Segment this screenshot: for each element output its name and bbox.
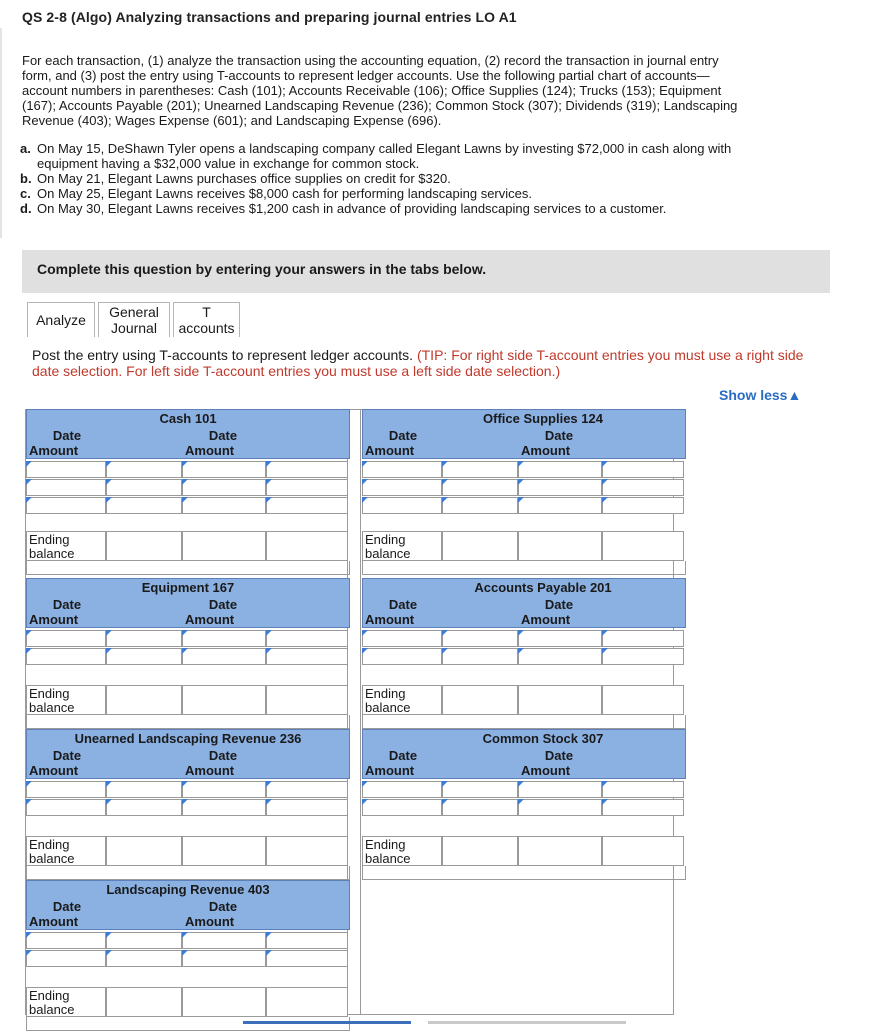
- left-amount-input[interactable]: [442, 479, 518, 496]
- right-date-label: Date: [208, 428, 238, 443]
- left-amount-input[interactable]: [106, 648, 182, 665]
- t-account-title: Landscaping Revenue 403: [106, 882, 270, 897]
- t-account-title: Cash 101: [159, 411, 217, 426]
- input-marker-icon: [26, 630, 32, 636]
- right-date-select[interactable]: [182, 630, 266, 647]
- left-amount-input[interactable]: [442, 630, 518, 647]
- input-marker-icon: [26, 950, 32, 956]
- t-account-header: [362, 729, 686, 779]
- left-ending-balance-input[interactable]: [106, 685, 182, 715]
- left-date-label: Date: [388, 428, 418, 443]
- right-date-label: Date: [208, 597, 238, 612]
- right-amount-input[interactable]: [266, 781, 348, 798]
- t-account-entry-row: [26, 781, 350, 798]
- t-account-footer: [362, 866, 686, 880]
- right-date-label: Date: [208, 899, 238, 914]
- right-date-select[interactable]: [182, 648, 266, 665]
- transaction-c: c. On May 25, Elegant Lawns receives $8,000 cash for performing landscaping services.: [20, 186, 532, 201]
- tab-general-journal[interactable]: General Journal: [98, 302, 170, 337]
- right-date-select[interactable]: [182, 497, 266, 514]
- t-account-accounts-payable: [362, 578, 686, 729]
- right-column-labels: [519, 597, 599, 627]
- show-less-link[interactable]: Show less▲: [719, 387, 802, 403]
- left-date-select[interactable]: [26, 932, 106, 949]
- t-account-header: [362, 578, 686, 628]
- left-date-label: Date: [52, 428, 82, 443]
- t-account-entry-row: [26, 461, 350, 478]
- input-marker-icon: [442, 461, 448, 467]
- left-date-select[interactable]: [362, 479, 442, 496]
- input-marker-icon: [26, 461, 32, 467]
- left-amount-input[interactable]: [106, 479, 182, 496]
- left-date-select[interactable]: [362, 799, 442, 816]
- left-date-label: Date: [52, 748, 82, 763]
- tab-instruction: Post the entry using T-accounts to represent ledger accounts. (TIP: For right side T-account entries you must use a right side date selection. For left side T-account entries you must use a left side date selection.): [32, 347, 804, 379]
- right-ending-spacer: [182, 836, 266, 866]
- triangle-up-icon: ▲: [787, 387, 802, 403]
- input-marker-icon: [26, 799, 32, 805]
- t-account-footer: [26, 561, 350, 575]
- right-date-label: Date: [544, 428, 574, 443]
- left-column-labels: [27, 748, 107, 778]
- t-account-entry-row: [26, 950, 350, 967]
- t-account-entry-row: [26, 799, 350, 816]
- right-date-select[interactable]: [182, 781, 266, 798]
- right-amount-input[interactable]: [266, 497, 348, 514]
- left-ending-balance-input[interactable]: [106, 987, 182, 1017]
- left-amount-input[interactable]: [106, 630, 182, 647]
- ending-balance-label: Ending balance: [362, 836, 442, 866]
- left-date-select[interactable]: [26, 950, 106, 967]
- ending-balance-row: [362, 531, 686, 561]
- right-date-select[interactable]: [518, 799, 602, 816]
- right-amount-label: Amount: [185, 914, 235, 929]
- input-marker-icon: [442, 630, 448, 636]
- left-date-label: Date: [52, 899, 82, 914]
- right-amount-input[interactable]: [602, 497, 684, 514]
- left-date-select[interactable]: [362, 497, 442, 514]
- input-marker-icon: [182, 932, 188, 938]
- right-date-label: Date: [544, 748, 574, 763]
- input-marker-icon: [442, 781, 448, 787]
- t-account-title: Unearned Landscaping Revenue 236: [74, 731, 302, 746]
- input-marker-icon: [26, 648, 32, 654]
- input-marker-icon: [182, 479, 188, 485]
- input-marker-icon: [106, 932, 112, 938]
- right-date-select[interactable]: [182, 479, 266, 496]
- right-date-select[interactable]: [518, 630, 602, 647]
- input-marker-icon: [266, 648, 272, 654]
- left-date-select[interactable]: [362, 630, 442, 647]
- right-column-labels: [183, 428, 263, 458]
- t-account-title: Accounts Payable 201: [474, 580, 612, 595]
- input-marker-icon: [266, 630, 272, 636]
- input-marker-icon: [518, 497, 524, 503]
- input-marker-icon: [266, 781, 272, 787]
- t-account-footer: [26, 1017, 350, 1031]
- left-amount-input[interactable]: [106, 950, 182, 967]
- input-marker-icon: [518, 630, 524, 636]
- left-column-labels: [363, 428, 443, 458]
- input-marker-icon: [106, 799, 112, 805]
- input-marker-icon: [602, 648, 608, 654]
- input-marker-icon: [602, 479, 608, 485]
- right-amount-label: Amount: [521, 612, 571, 627]
- right-ending-balance-input[interactable]: [602, 531, 684, 561]
- left-amount-input[interactable]: [442, 497, 518, 514]
- left-column-labels: [363, 597, 443, 627]
- tip-text: (TIP: For right side T-account entries you must use a right side date selection. For left side T-account entries you must use a left side date selection.): [32, 347, 804, 379]
- input-marker-icon: [518, 799, 524, 805]
- input-marker-icon: [266, 479, 272, 485]
- right-ending-spacer: [518, 531, 602, 561]
- ending-balance-label: Ending balance: [26, 836, 106, 866]
- right-date-select[interactable]: [182, 950, 266, 967]
- left-amount-input[interactable]: [442, 781, 518, 798]
- input-marker-icon: [182, 648, 188, 654]
- input-marker-icon: [106, 497, 112, 503]
- input-marker-icon: [106, 479, 112, 485]
- left-rule: [0, 28, 5, 238]
- right-date-select[interactable]: [518, 479, 602, 496]
- right-date-select[interactable]: [182, 461, 266, 478]
- right-ending-balance-input[interactable]: [266, 836, 348, 866]
- input-marker-icon: [182, 630, 188, 636]
- t-account-common-stock: [362, 729, 686, 880]
- right-date-select[interactable]: [182, 799, 266, 816]
- right-amount-input[interactable]: [602, 648, 684, 665]
- right-ending-spacer: [182, 531, 266, 561]
- right-amount-input[interactable]: [266, 648, 348, 665]
- left-amount-label: Amount: [365, 763, 415, 778]
- left-ending-balance-input[interactable]: [442, 531, 518, 561]
- tab-t-accounts[interactable]: T accounts: [173, 302, 240, 337]
- right-date-select[interactable]: [518, 461, 602, 478]
- input-marker-icon: [106, 781, 112, 787]
- input-marker-icon: [518, 781, 524, 787]
- instruction-banner: Complete this question by entering your answers in the tabs below.: [22, 250, 830, 293]
- input-marker-icon: [106, 461, 112, 467]
- left-ending-balance-input[interactable]: [106, 531, 182, 561]
- right-amount-label: Amount: [185, 763, 235, 778]
- left-amount-input[interactable]: [106, 781, 182, 798]
- ending-balance-row: [362, 836, 686, 866]
- ending-balance-row: [26, 836, 350, 866]
- ending-balance-row: [26, 987, 350, 1017]
- input-marker-icon: [362, 630, 368, 636]
- right-ending-balance-input[interactable]: [266, 531, 348, 561]
- right-date-select[interactable]: [518, 648, 602, 665]
- input-marker-icon: [362, 648, 368, 654]
- left-column-labels: [363, 748, 443, 778]
- input-marker-icon: [182, 950, 188, 956]
- right-ending-balance-input[interactable]: [266, 685, 348, 715]
- input-marker-icon: [602, 461, 608, 467]
- left-date-select[interactable]: [26, 781, 106, 798]
- right-ending-spacer: [518, 685, 602, 715]
- transaction-b: b. On May 21, Elegant Lawns purchases office supplies on credit for $320.: [20, 171, 451, 186]
- ending-balance-label: Ending balance: [26, 685, 106, 715]
- right-amount-input[interactable]: [266, 799, 348, 816]
- right-date-select[interactable]: [518, 497, 602, 514]
- input-marker-icon: [266, 799, 272, 805]
- t-account-entry-row: [362, 648, 686, 665]
- right-date-select[interactable]: [518, 781, 602, 798]
- t-account-header: [26, 578, 350, 628]
- input-marker-icon: [182, 461, 188, 467]
- right-amount-input[interactable]: [266, 630, 348, 647]
- tab-bar: [27, 302, 243, 337]
- t-account-entry-row: [362, 497, 686, 514]
- input-marker-icon: [266, 950, 272, 956]
- right-column-labels: [183, 748, 263, 778]
- input-marker-icon: [362, 497, 368, 503]
- ending-balance-label: Ending balance: [362, 685, 442, 715]
- input-marker-icon: [518, 479, 524, 485]
- left-amount-label: Amount: [365, 443, 415, 458]
- right-amount-input[interactable]: [602, 781, 684, 798]
- right-amount-label: Amount: [521, 443, 571, 458]
- right-amount-input[interactable]: [266, 950, 348, 967]
- left-date-select[interactable]: [26, 799, 106, 816]
- right-amount-input[interactable]: [266, 461, 348, 478]
- input-marker-icon: [362, 479, 368, 485]
- t-account-entry-row: [26, 479, 350, 496]
- right-column-labels: [183, 597, 263, 627]
- left-date-select[interactable]: [26, 461, 106, 478]
- right-ending-balance-input[interactable]: [602, 685, 684, 715]
- right-date-label: Date: [208, 748, 238, 763]
- left-amount-input[interactable]: [106, 497, 182, 514]
- t-account-header: [362, 409, 686, 459]
- left-column-labels: [27, 899, 107, 929]
- input-marker-icon: [182, 799, 188, 805]
- t-account-entry-row: [362, 479, 686, 496]
- left-date-select[interactable]: [362, 461, 442, 478]
- right-amount-label: Amount: [521, 763, 571, 778]
- left-date-select[interactable]: [362, 648, 442, 665]
- ending-balance-label: Ending balance: [26, 987, 106, 1017]
- left-amount-input[interactable]: [106, 461, 182, 478]
- ending-balance-label: Ending balance: [362, 531, 442, 561]
- input-marker-icon: [26, 479, 32, 485]
- t-account-office-supplies: [362, 409, 686, 575]
- left-date-select[interactable]: [26, 648, 106, 665]
- left-amount-label: Amount: [365, 612, 415, 627]
- left-ending-balance-input[interactable]: [106, 836, 182, 866]
- input-marker-icon: [362, 799, 368, 805]
- t-account-footer: [26, 866, 350, 880]
- left-amount-label: Amount: [29, 612, 79, 627]
- transaction-d: d. On May 30, Elegant Lawns receives $1,200 cash in advance of providing landscaping services to a customer.: [20, 201, 667, 216]
- left-amount-input[interactable]: [442, 648, 518, 665]
- right-date-select[interactable]: [182, 932, 266, 949]
- right-column-labels: [183, 899, 263, 929]
- left-amount-input[interactable]: [442, 799, 518, 816]
- transaction-a: a. On May 15, DeShawn Tyler opens a landscaping company called Elegant Lawns by investing $72,000 in cash along with equipment having a $32,000 value in exchange for common stock.: [20, 141, 732, 171]
- right-ending-spacer: [182, 987, 266, 1017]
- tab-analyze[interactable]: Analyze: [27, 302, 95, 337]
- input-marker-icon: [266, 461, 272, 467]
- t-account-title: Office Supplies 124: [483, 411, 603, 426]
- t-account-footer: [362, 715, 686, 729]
- input-marker-icon: [362, 781, 368, 787]
- left-amount-input[interactable]: [106, 799, 182, 816]
- right-amount-label: Amount: [185, 443, 235, 458]
- ending-balance-row: [362, 685, 686, 715]
- left-ending-balance-input[interactable]: [442, 836, 518, 866]
- input-marker-icon: [26, 781, 32, 787]
- right-amount-label: Amount: [185, 612, 235, 627]
- input-marker-icon: [266, 932, 272, 938]
- input-marker-icon: [106, 648, 112, 654]
- t-account-entry-row: [26, 932, 350, 949]
- left-amount-label: Amount: [29, 914, 79, 929]
- t-account-landscaping-revenue: [26, 880, 350, 1031]
- t-account-equipment: [26, 578, 350, 729]
- right-amount-input[interactable]: [602, 479, 684, 496]
- input-marker-icon: [602, 781, 608, 787]
- right-date-label: Date: [544, 597, 574, 612]
- input-marker-icon: [602, 630, 608, 636]
- input-marker-icon: [26, 932, 32, 938]
- left-date-label: Date: [388, 597, 418, 612]
- t-account-entry-row: [26, 497, 350, 514]
- left-date-select[interactable]: [26, 497, 106, 514]
- right-amount-input[interactable]: [602, 461, 684, 478]
- left-amount-label: Amount: [29, 443, 79, 458]
- right-amount-input[interactable]: [602, 799, 684, 816]
- t-account-cash: [26, 409, 350, 575]
- input-marker-icon: [266, 497, 272, 503]
- t-account-entry-row: [26, 648, 350, 665]
- t-account-footer: [362, 561, 686, 575]
- right-amount-input[interactable]: [266, 932, 348, 949]
- left-amount-label: Amount: [29, 763, 79, 778]
- right-ending-balance-input[interactable]: [602, 836, 684, 866]
- t-account-header: [26, 409, 350, 459]
- left-amount-input[interactable]: [106, 932, 182, 949]
- input-marker-icon: [602, 799, 608, 805]
- input-marker-icon: [518, 461, 524, 467]
- left-date-select[interactable]: [26, 479, 106, 496]
- right-amount-input[interactable]: [266, 479, 348, 496]
- left-amount-input[interactable]: [442, 461, 518, 478]
- input-marker-icon: [106, 630, 112, 636]
- left-date-label: Date: [52, 597, 82, 612]
- right-column-labels: [519, 748, 599, 778]
- left-date-select[interactable]: [26, 630, 106, 647]
- input-marker-icon: [442, 497, 448, 503]
- t-account-footer: [26, 715, 350, 729]
- ending-balance-row: [26, 685, 350, 715]
- input-marker-icon: [106, 950, 112, 956]
- input-marker-icon: [26, 497, 32, 503]
- t-account-entry-row: [362, 461, 686, 478]
- input-marker-icon: [362, 461, 368, 467]
- ending-balance-label: Ending balance: [26, 531, 106, 561]
- left-ending-balance-input[interactable]: [442, 685, 518, 715]
- right-ending-spacer: [518, 836, 602, 866]
- t-account-title: Equipment 167: [141, 580, 235, 595]
- input-marker-icon: [602, 497, 608, 503]
- right-column-labels: [519, 428, 599, 458]
- left-date-select[interactable]: [362, 781, 442, 798]
- t-account-header: [26, 880, 350, 930]
- right-amount-input[interactable]: [602, 630, 684, 647]
- t-account-title: Common Stock 307: [482, 731, 604, 746]
- left-column-labels: [27, 597, 107, 627]
- right-ending-spacer: [182, 685, 266, 715]
- t-account-entry-row: [362, 781, 686, 798]
- page-title: QS 2-8 (Algo) Analyzing transactions and preparing journal entries LO A1: [22, 9, 517, 25]
- ending-balance-row: [26, 531, 350, 561]
- input-marker-icon: [442, 479, 448, 485]
- input-marker-icon: [182, 781, 188, 787]
- input-marker-icon: [442, 799, 448, 805]
- input-marker-icon: [518, 648, 524, 654]
- t-account-entry-row: [26, 630, 350, 647]
- right-ending-balance-input[interactable]: [266, 987, 348, 1017]
- left-date-label: Date: [388, 748, 418, 763]
- transaction-list: [20, 141, 760, 216]
- intro-paragraph: For each transaction, (1) analyze the transaction using the accounting equation, (2) record the transaction in journal entry form, and (3) post the entry using T-accounts to represent ledger accounts. Use the following partial chart of accounts—account numbers in parentheses: Cash (101); Accounts Receivable (106); Office Supplies (124); Trucks (153); Equipment (167); Accounts Payable (201); Unearned Landscaping Revenue (236); Common Stock (307); Dividends (319); Landscaping Revenue (403); Wages Expense (601); and Landscaping Expense (696).: [22, 53, 738, 128]
- t-account-entry-row: [362, 799, 686, 816]
- input-marker-icon: [442, 648, 448, 654]
- t-account-unearned-revenue: [26, 729, 350, 880]
- t-account-entry-row: [362, 630, 686, 647]
- t-account-header: [26, 729, 350, 779]
- input-marker-icon: [182, 497, 188, 503]
- left-column-labels: [27, 428, 107, 458]
